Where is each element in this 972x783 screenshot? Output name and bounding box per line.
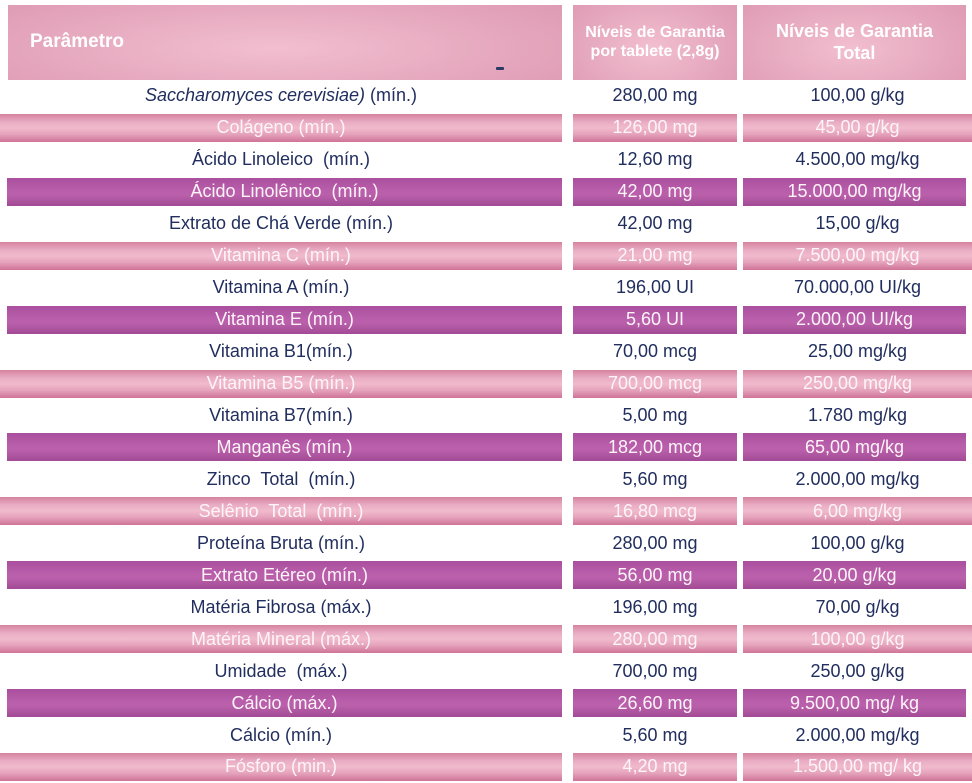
total-cell: 2.000,00 UI/kg (743, 306, 966, 334)
total-cell: 100,00 g/kg (810, 532, 905, 553)
table-row (0, 623, 972, 655)
param-cell (7, 561, 562, 589)
table-row (0, 463, 972, 495)
param-text: Matéria Fibrosa (máx.) (190, 596, 372, 617)
param-text: Vitamina E (mín.) (215, 309, 354, 330)
table-row (0, 655, 972, 687)
total-cell: 70,00 g/kg (815, 596, 900, 617)
param-italic-text: Saccharomyces cerevisiae) (144, 85, 366, 106)
total-cell: 70.000,00 UI/kg (793, 277, 922, 298)
table-row (0, 719, 972, 751)
table-row (0, 208, 972, 240)
header-cell-parameter (8, 5, 562, 80)
param-cell (0, 242, 562, 270)
param-text: Cálcio (máx.) (231, 692, 338, 713)
table-header (8, 5, 966, 80)
param-cell (0, 80, 562, 112)
per-tablet-cell: 42,00 mg (573, 178, 737, 206)
param-cell (0, 625, 562, 653)
param-text: Vitamina A (mín.) (212, 277, 350, 298)
param-cell (7, 178, 562, 206)
param-text: Fósforo (min.) (224, 756, 338, 777)
total-cell: 250,00 mg/kg (743, 370, 972, 398)
per-tablet-cell: 4,20 mg (573, 753, 737, 781)
per-tablet-cell: 700,00 mg (612, 660, 698, 681)
param-text: Ácido Linoleico (mín.) (191, 149, 371, 170)
per-tablet-cell: 280,00 mg (612, 85, 698, 106)
table-row (0, 495, 972, 527)
table-row (0, 304, 972, 336)
table-row (0, 687, 972, 719)
table-row (0, 272, 972, 304)
header-per-tablet-line2: por tablete (2,8g) (590, 42, 720, 60)
param-cell (7, 433, 562, 461)
param-text: Vitamina B7(mín.) (209, 405, 353, 425)
param-text: (mín.) (365, 85, 418, 106)
total-cell: 6,00 mg/kg (743, 497, 972, 525)
total-cell: 7.500,00 mg/kg (743, 242, 972, 270)
table-row (0, 591, 972, 623)
param-cell (0, 719, 562, 751)
per-tablet-cell: 196,00 UI (615, 277, 695, 298)
per-tablet-cell: 42,00 mg (617, 213, 693, 234)
table-row (0, 112, 972, 144)
total-cell: 65,00 mg/kg (743, 433, 966, 461)
param-text: Colágeno (mín.) (216, 117, 346, 138)
total-cell: 2.000,00 mg/kg (795, 468, 920, 489)
per-tablet-cell: 16,80 mcg (573, 497, 737, 525)
header-cell-total (743, 5, 966, 80)
total-cell: 100,00 g/kg (743, 625, 972, 653)
param-cell (0, 272, 562, 304)
param-text: Proteína Bruta (mín.) (196, 532, 366, 553)
per-tablet-cell: 70,00 mcg (612, 341, 698, 362)
table-row (0, 336, 972, 368)
table-row (0, 431, 972, 463)
header-total-line2: Total (833, 42, 876, 63)
header-per-tablet-line1: Níveis de Garantia (585, 23, 725, 41)
param-text: Selênio Total (mín.) (198, 500, 364, 521)
per-tablet-cell: 26,60 mg (573, 689, 737, 717)
param-text: Ácido Linolênico (mín.) (190, 181, 379, 202)
param-text: Cálcio (mín.) (229, 724, 332, 745)
per-tablet-cell: 12,60 mg (617, 149, 693, 170)
table-body (0, 80, 972, 783)
param-cell (7, 306, 562, 334)
per-tablet-cell: 126,00 mg (573, 114, 737, 142)
table-row (0, 240, 972, 272)
per-tablet-cell: 5,60 UI (573, 306, 737, 334)
total-cell: 20,00 g/kg (743, 561, 966, 589)
param-cell (0, 655, 562, 687)
table-row (0, 527, 972, 559)
total-cell: 25,00 mg/kg (807, 341, 908, 362)
param-cell (0, 144, 562, 176)
param-cell (0, 114, 562, 142)
total-cell: 1.500,00 mg/ kg (743, 753, 972, 781)
param-text: Vitamina B5 (mín.) (206, 373, 356, 394)
stray-dash-mark (496, 67, 504, 70)
param-cell (0, 753, 562, 781)
param-cell (0, 370, 562, 398)
per-tablet-cell: 280,00 mg (573, 625, 737, 653)
table-row (0, 144, 972, 176)
total-cell: 100,00 g/kg (810, 85, 905, 106)
param-text: Zinco Total (mín.) (206, 468, 356, 489)
total-cell: 45,00 g/kg (743, 114, 972, 142)
total-cell: 250,00 g/kg (810, 660, 905, 681)
table-row (0, 368, 972, 400)
param-text: Umidade (máx.) (214, 660, 348, 681)
per-tablet-cell: 700,00 mcg (573, 370, 737, 398)
param-cell (0, 336, 562, 368)
param-text: Manganês (mín.) (216, 436, 353, 457)
param-text: Matéria Mineral (máx.) (190, 628, 372, 649)
header-parameter-label: Parâmetro (30, 31, 124, 53)
param-cell (0, 400, 562, 432)
param-text: Vitamina B1(mín.) (209, 341, 353, 362)
total-cell: 4.500,00 mg/kg (795, 149, 920, 170)
param-cell (0, 591, 562, 623)
param-cell (7, 689, 562, 717)
per-tablet-cell: 56,00 mg (573, 561, 737, 589)
per-tablet-cell: 196,00 mg (612, 596, 698, 617)
param-cell (0, 497, 562, 525)
total-cell: 1.780 mg/kg (807, 405, 908, 425)
header-total-line1: Níveis de Garantia (775, 21, 934, 42)
table-row (0, 400, 972, 432)
table-row (0, 559, 972, 591)
table-row (0, 176, 972, 208)
param-text: Extrato de Chá Verde (mín.) (168, 213, 394, 234)
per-tablet-cell: 5,60 mg (622, 468, 688, 489)
per-tablet-cell: 5,00 mg (622, 405, 688, 425)
param-text: Extrato Etéreo (mín.) (200, 564, 369, 585)
param-cell (0, 463, 562, 495)
per-tablet-cell: 5,60 mg (622, 724, 688, 745)
header-cell-per-tablet (573, 5, 737, 80)
table-row (0, 751, 972, 783)
total-cell: 15,00 g/kg (815, 213, 900, 234)
per-tablet-cell: 21,00 mg (573, 242, 737, 270)
param-cell (0, 527, 562, 559)
total-cell: 2.000,00 mg/kg (795, 724, 920, 745)
per-tablet-cell: 182,00 mcg (573, 433, 737, 461)
table-row (0, 80, 972, 112)
total-cell: 9.500,00 mg/ kg (743, 689, 966, 717)
total-cell: 15.000,00 mg/kg (743, 178, 966, 206)
per-tablet-cell: 280,00 mg (612, 532, 698, 553)
param-text: Vitamina C (mín.) (211, 245, 351, 266)
param-cell (0, 208, 562, 240)
